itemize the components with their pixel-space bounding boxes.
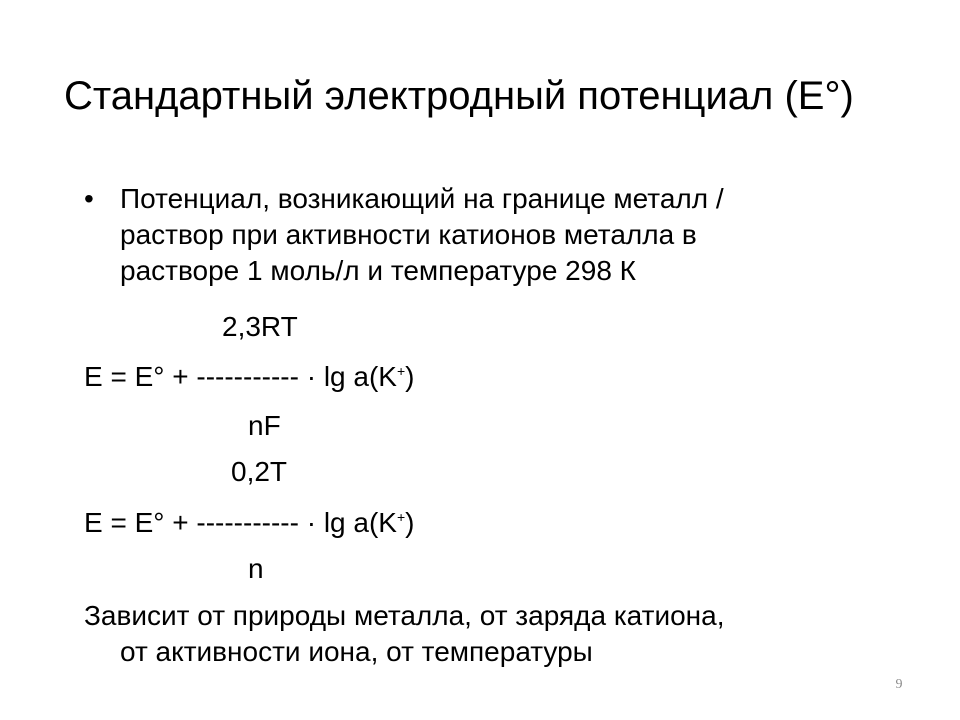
conclusion-line-1: Зависит от природы металла, от заряда катиона,: [84, 600, 725, 631]
formula1-numerator: 2,3RT: [222, 311, 298, 342]
formula1-denominator: nF: [248, 410, 281, 441]
bullet-line-2: раствор при активности катионов металла в: [120, 219, 697, 250]
formula2-charge: +: [396, 509, 406, 525]
formula2-denominator: n: [248, 553, 264, 584]
formula1-close: ): [405, 361, 415, 392]
formula1-expression: E = E° + ----------- · lg a(K: [84, 361, 397, 392]
formula2-expression: E = E° + ----------- · lg a(K: [84, 507, 397, 538]
bullet-marker: •: [84, 183, 94, 214]
bullet-line-1: Потенциал, возникающий на границе металл /: [120, 183, 724, 214]
conclusion-line-2: от активности иона, от температуры: [120, 636, 593, 667]
formula2-numerator: 0,2T: [231, 456, 288, 487]
formula2-close: ): [405, 507, 415, 538]
bullet-line-3: растворе 1 моль/л и температуре 298 К: [120, 255, 636, 286]
formula1-main: [84, 359, 414, 395]
page-number: 9: [895, 677, 903, 692]
formula1-charge: +: [396, 363, 406, 379]
slide-title: Стандартный электродный потенциал (Е°): [64, 74, 854, 118]
formula2-main: [84, 505, 414, 541]
